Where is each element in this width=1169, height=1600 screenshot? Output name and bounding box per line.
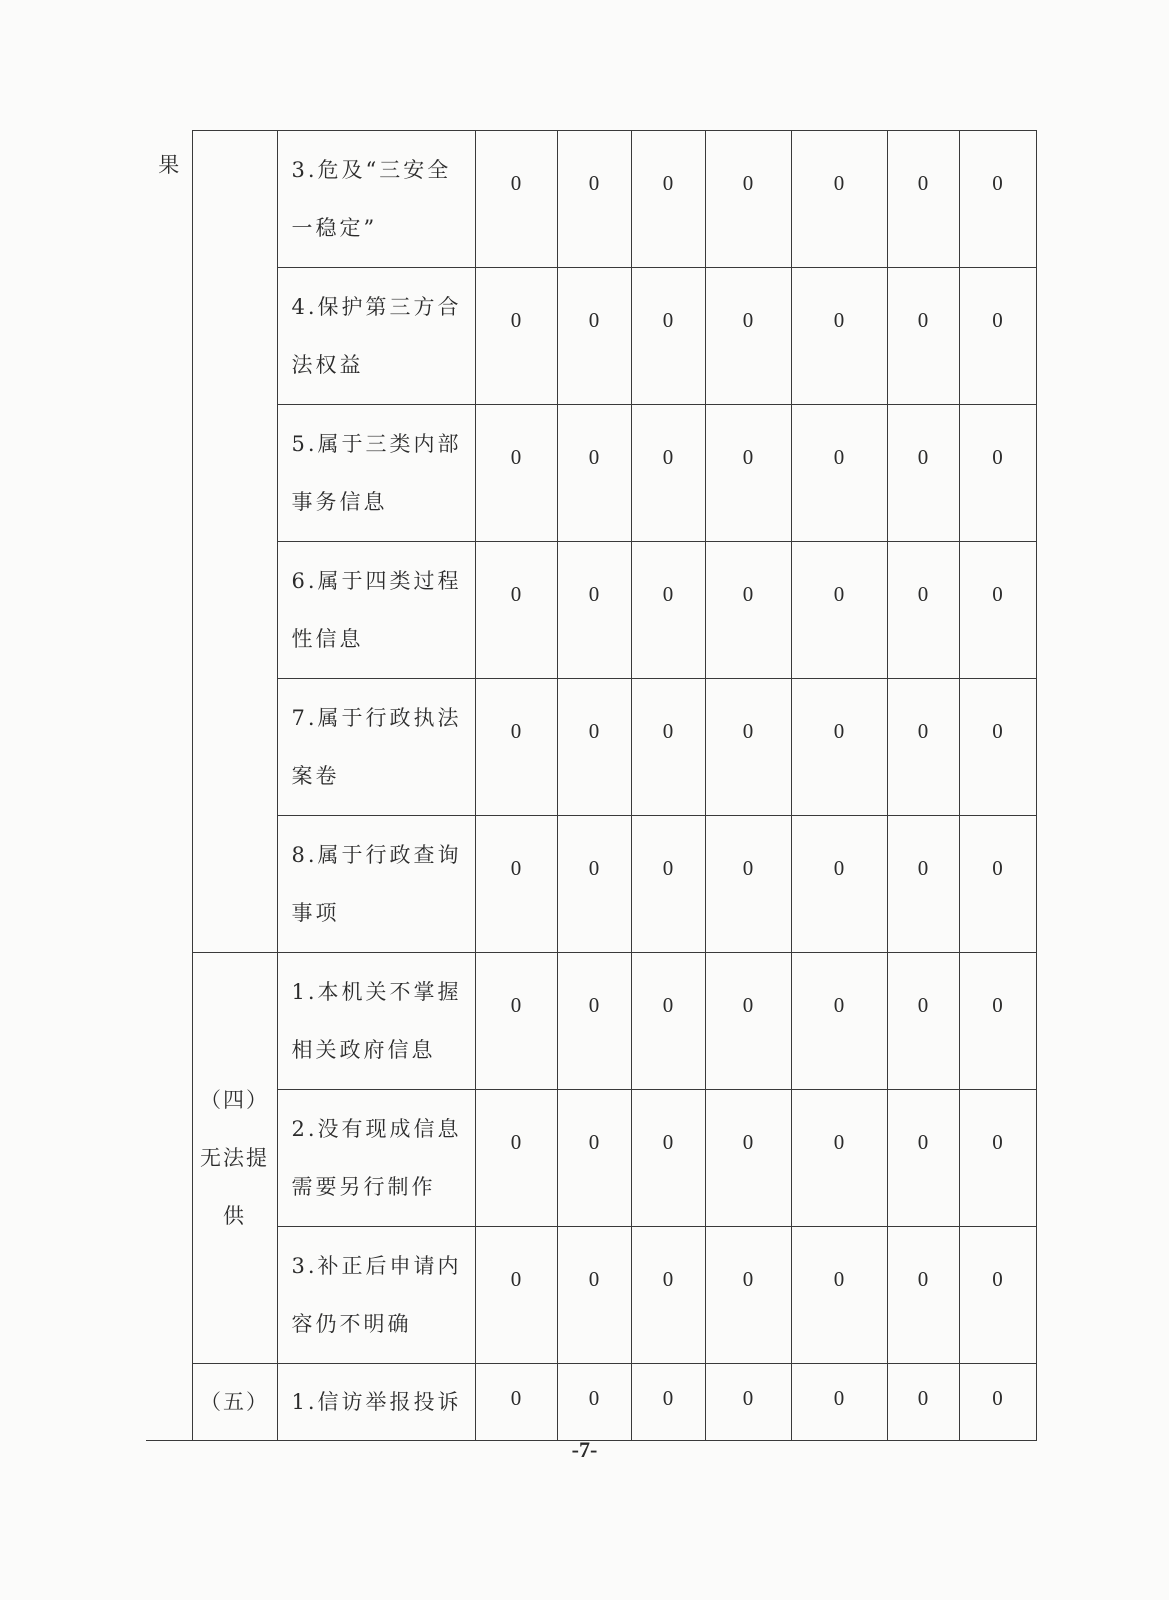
value-cell: 0	[705, 679, 791, 816]
value-cell: 0	[959, 542, 1036, 679]
value-cell: 0	[557, 542, 631, 679]
value-cell: 0	[631, 1364, 705, 1441]
table-row	[146, 542, 1036, 679]
value-cell: 0	[557, 1364, 631, 1441]
value-cell: 0	[791, 679, 887, 816]
value-cell: 0	[959, 816, 1036, 953]
row-label: 1.信访举报投诉	[277, 1364, 475, 1441]
row-label: 2.没有现成信息需要另行制作	[277, 1090, 475, 1227]
value-cell: 0	[631, 268, 705, 405]
row-label: 6.属于四类过程性信息	[277, 542, 475, 679]
table-row	[146, 1227, 1036, 1364]
value-cell: 0	[475, 1364, 557, 1441]
outer-category-label: 果	[158, 152, 180, 177]
value-cell: 0	[631, 953, 705, 1090]
value-cell: 0	[557, 1227, 631, 1364]
value-cell: 0	[475, 1227, 557, 1364]
value-cell: 0	[631, 131, 705, 268]
value-cell: 0	[887, 679, 959, 816]
value-cell: 0	[959, 268, 1036, 405]
value-cell: 0	[887, 1227, 959, 1364]
value-cell: 0	[557, 131, 631, 268]
row-label: 8.属于行政查询事项	[277, 816, 475, 953]
value-cell: 0	[791, 1090, 887, 1227]
page-number: -7-	[571, 1437, 598, 1462]
value-cell: 0	[959, 131, 1036, 268]
value-cell: 0	[631, 679, 705, 816]
value-cell: 0	[887, 405, 959, 542]
row-label: 3.补正后申请内容仍不明确	[277, 1227, 475, 1364]
value-cell: 0	[475, 1090, 557, 1227]
value-cell: 0	[791, 953, 887, 1090]
value-cell: 0	[631, 405, 705, 542]
table-row	[146, 268, 1036, 405]
row-label: 5.属于三类内部事务信息	[277, 405, 475, 542]
value-cell: 0	[791, 542, 887, 679]
value-cell: 0	[705, 268, 791, 405]
value-cell: 0	[475, 679, 557, 816]
value-cell: 0	[705, 1364, 791, 1441]
group-label-cannot-provide: （四）无法提供	[192, 953, 277, 1364]
value-cell: 0	[557, 405, 631, 542]
table-row	[146, 1090, 1036, 1227]
value-cell: 0	[887, 1090, 959, 1227]
group-cell-empty	[192, 131, 277, 953]
value-cell: 0	[959, 1090, 1036, 1227]
value-cell: 0	[475, 816, 557, 953]
value-cell: 0	[475, 405, 557, 542]
value-cell: 0	[791, 268, 887, 405]
value-cell: 0	[705, 131, 791, 268]
outer-category-cell	[146, 131, 192, 1441]
value-cell: 0	[557, 679, 631, 816]
table-row	[146, 679, 1036, 816]
value-cell: 0	[705, 953, 791, 1090]
value-cell: 0	[791, 405, 887, 542]
value-cell: 0	[475, 131, 557, 268]
value-cell: 0	[959, 679, 1036, 816]
value-cell: 0	[631, 1227, 705, 1364]
value-cell: 0	[887, 542, 959, 679]
value-cell: 0	[791, 816, 887, 953]
value-cell: 0	[631, 816, 705, 953]
value-cell: 0	[791, 1364, 887, 1441]
value-cell: 0	[475, 542, 557, 679]
group-label-five: （五）	[192, 1364, 277, 1441]
value-cell: 0	[705, 1090, 791, 1227]
value-cell: 0	[705, 816, 791, 953]
row-label: 1.本机关不掌握相关政府信息	[277, 953, 475, 1090]
row-label: 4.保护第三方合法权益	[277, 268, 475, 405]
row-label: 7.属于行政执法案卷	[277, 679, 475, 816]
value-cell: 0	[475, 953, 557, 1090]
value-cell: 0	[557, 268, 631, 405]
value-cell: 0	[557, 953, 631, 1090]
value-cell: 0	[959, 1227, 1036, 1364]
row-label: 3.危及“三安全一稳定”	[277, 131, 475, 268]
value-cell: 0	[959, 953, 1036, 1090]
value-cell: 0	[557, 816, 631, 953]
statistics-table	[146, 130, 1037, 1441]
value-cell: 0	[631, 542, 705, 679]
table-row	[146, 405, 1036, 542]
table-row	[146, 131, 1036, 268]
value-cell: 0	[791, 131, 887, 268]
table-row	[146, 816, 1036, 953]
value-cell: 0	[959, 1364, 1036, 1441]
value-cell: 0	[557, 1090, 631, 1227]
value-cell: 0	[887, 268, 959, 405]
value-cell: 0	[705, 542, 791, 679]
value-cell: 0	[887, 953, 959, 1090]
value-cell: 0	[959, 405, 1036, 542]
value-cell: 0	[887, 816, 959, 953]
value-cell: 0	[887, 1364, 959, 1441]
value-cell: 0	[791, 1227, 887, 1364]
value-cell: 0	[705, 405, 791, 542]
value-cell: 0	[475, 268, 557, 405]
value-cell: 0	[631, 1090, 705, 1227]
value-cell: 0	[705, 1227, 791, 1364]
table-row	[146, 1364, 1036, 1441]
value-cell: 0	[887, 131, 959, 268]
table-row	[146, 953, 1036, 1090]
